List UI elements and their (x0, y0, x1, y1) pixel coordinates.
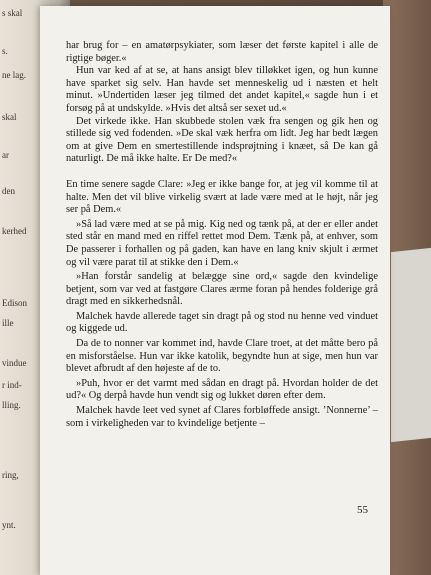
page-number: 55 (357, 504, 368, 516)
left-page-fragment: den (2, 186, 15, 196)
page-text (66, 40, 378, 430)
left-page-fragment: skal (2, 112, 17, 122)
paragraph: En time senere sagde Clare: »Jeg er ikke bange for, at jeg vil komme til at halte. Men det vil blive virkelig svært at lade være med at le højt, når jeg ser på Dem.« (66, 178, 378, 216)
left-page-fragment: ne lag. (2, 70, 26, 80)
paragraph: Malchek havde allerede taget sin dragt på og stod nu henne ved vinduet og kiggede ud. (66, 310, 378, 335)
paragraph: Malchek havde leet ved synet af Clares forbløffede ansigt. ’Nonnerne’ – som i virkeligheden var to kvindelige betjente – (66, 405, 378, 429)
left-page-fragment: s skal (2, 8, 23, 18)
left-page-fragment: Edison (2, 298, 28, 308)
left-page-fragment: lling. (2, 400, 21, 410)
paragraph: »Puh, hvor er det varmt med sådan en dragt på. Hvordan holder de det ud?« Og derpå havde hun vendt sig og lukket døren efter dem. (66, 377, 378, 402)
paragraph: »Han forstår sandelig at belægge sine ord,« sagde den kvindelige betjent, som var ved at fastgøre Clares ærme foran på hendes folderige grå dragt med en sikkerhedsnål. (66, 271, 378, 308)
left-page-fragment: s. (2, 46, 8, 56)
left-page-fragment: kerhed (2, 226, 27, 236)
paragraph: Da de to nonner var kommet ind, havde Clare troet, at det måtte bero på en misforståelse. Hun var ikke katolik, begyndte hun at sige, men hun var blevet afbrudt af den højeste af de to. (66, 338, 378, 375)
paragraph: »Så lad være med at se på mig. Kig ned og tænk på, at der er eller andet sted står en mand med en riffel rettet mod Dem. Tænk på, at enhver, som De passerer i forhallen og på gaden, kan have en lang kniv skjult i ærmet og vil være parat til at stikke den i Dem.« (66, 218, 378, 268)
left-page-fragment: ille (2, 318, 14, 328)
paragraph: Hun var ked af at se, at hans ansigt blev tilløkket igen, og hun kunne have sparket sig selv. Han havde set menneskelig ud i næsten et helt minut. »Undertiden læser jeg tilmed det andet kapitel,« sagde hun i et forsøg på at undskylde. »Hvis det altså ser sexet ud.« (66, 65, 378, 114)
left-page-fragment: r ind- (2, 380, 22, 390)
left-page-fragment: ar (2, 150, 9, 160)
left-page-fragment: vindue (2, 358, 27, 368)
left-page-fragment: ring, (2, 470, 19, 480)
background-board (391, 248, 431, 442)
right-background-object (383, 0, 431, 575)
left-page-fragment: ynt. (2, 520, 16, 530)
paragraph: Det virkede ikke. Han skubbede stolen væk fra sengen og gik hen og stillede sig ved fodenden. »De skal væk herfra om lidt. Jeg har bedt lægen om at give Dem en smertestillende indsprøjtning i knæet, så De kan gå naturligt. De må ikke halte. Er De med?« (66, 115, 378, 165)
paragraph: har brug for – en amatørpsykiater, som læser det første kapitel i alle de rigtige bøger.« (66, 40, 378, 64)
book-page (40, 6, 390, 575)
